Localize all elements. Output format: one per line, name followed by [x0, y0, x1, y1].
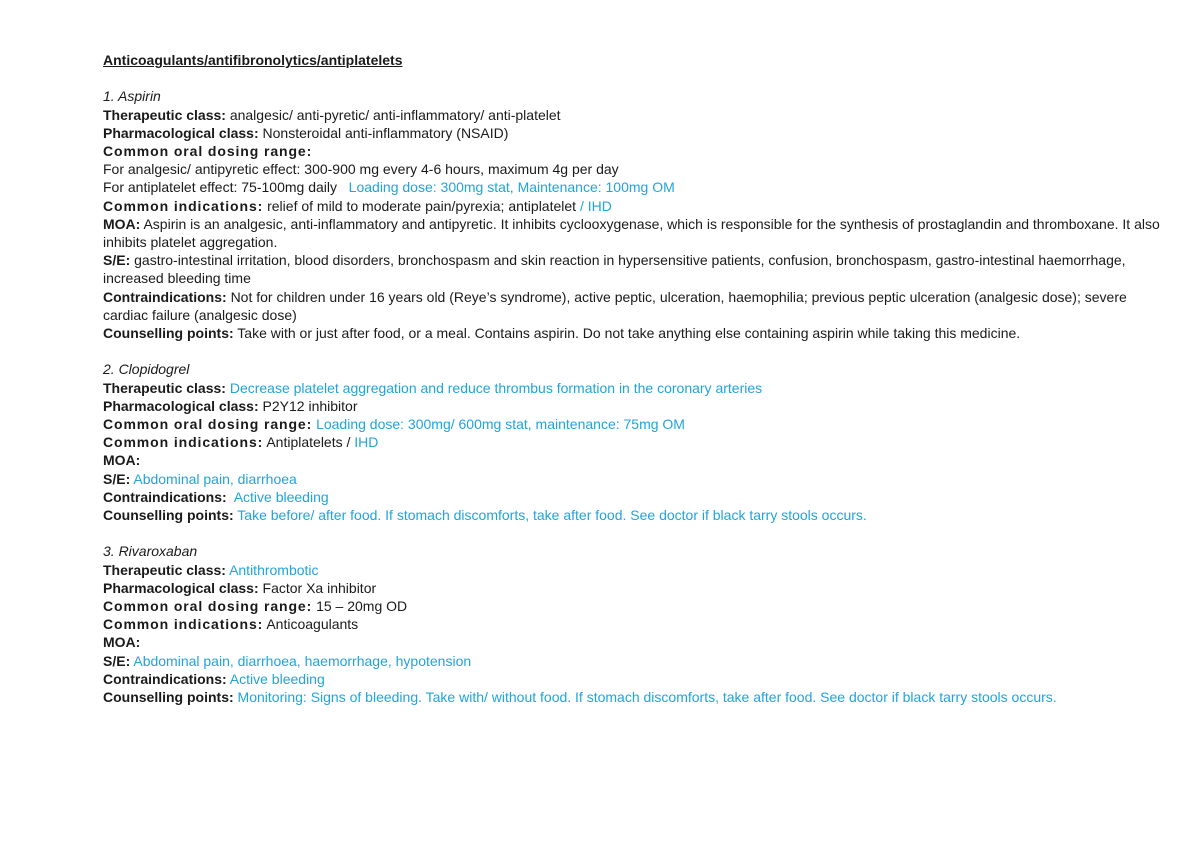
- drug-name: 2. Clopidogrel: [103, 361, 190, 378]
- contraindications-label: Contraindications:: [103, 488, 227, 505]
- dosing-range-value: Loading dose: 300mg/ 600mg stat, maintenance: 75mg OM: [316, 416, 685, 433]
- moa-line: [103, 633, 1163, 651]
- therapeutic-class-label: Therapeutic class:: [103, 379, 226, 396]
- pharmacological-class-line: [103, 397, 1163, 415]
- indications-label: Common indications:: [103, 197, 264, 214]
- contraindications-line: [103, 488, 1163, 506]
- side-effects-label: S/E:: [103, 652, 131, 669]
- moa-label: MOA:: [103, 452, 141, 469]
- moa-value: Aspirin is an analgesic, anti-inflammatory and antipyretic. It inhibits cyclooxygenase, which is responsible for the synthesis of prostaglandin and thromboxane. It also inhibits platelet aggregation.: [103, 215, 1160, 251]
- therapeutic-class-label: Therapeutic class:: [103, 106, 226, 123]
- pharmacological-class-label: Pharmacological class:: [103, 124, 259, 141]
- pharmacological-class-label: Pharmacological class:: [103, 579, 259, 596]
- side-effects-line: [103, 470, 1163, 488]
- pharmacological-class-value: Nonsteroidal anti-inflammatory (NSAID): [262, 124, 509, 141]
- indications-value: Anticoagulants: [266, 616, 359, 633]
- therapeutic-class-label: Therapeutic class:: [103, 561, 226, 578]
- counselling-line: [103, 324, 1163, 342]
- drug-name: 3. Rivaroxaban: [103, 543, 198, 560]
- indications-value: relief of mild to moderate pain/pyrexia; antiplatelet: [267, 197, 577, 214]
- drug-section-aspirin: [103, 87, 1163, 342]
- pharmacological-class-value: Factor Xa inhibitor: [262, 579, 377, 596]
- moa-line: [103, 215, 1163, 251]
- dosing-range-line: [103, 597, 1163, 615]
- dosing-range-label: Common oral dosing range:: [103, 143, 313, 159]
- moa-label: MOA:: [103, 634, 141, 651]
- contraindications-label: Contraindications:: [103, 288, 227, 305]
- dosing-note: Loading dose: 300mg stat, Maintenance: 100mg OM: [348, 179, 675, 196]
- contraindications-label: Contraindications:: [103, 670, 227, 687]
- dosing-range-line: [103, 142, 1163, 160]
- pharmacological-class-line: [103, 124, 1163, 142]
- side-effects-value: Abdominal pain, diarrhoea, haemorrhage, hypotension: [133, 652, 472, 669]
- counselling-value: Take with or just after food, or a meal. Contains aspirin. Do not take anything else containing aspirin while taking this medicine.: [237, 325, 1021, 342]
- therapeutic-class-line: [103, 106, 1163, 124]
- counselling-line: [103, 688, 1163, 706]
- moa-label: MOA:: [103, 215, 141, 232]
- dosing-detail-line: For analgesic/ antipyretic effect: 300-900 mg every 4-6 hours, maximum 4g per day: [103, 161, 619, 178]
- counselling-label: Counselling points:: [103, 325, 234, 342]
- drug-section-rivaroxaban: [103, 542, 1163, 706]
- therapeutic-class-line: [103, 379, 1163, 397]
- moa-line: [103, 451, 1163, 469]
- pharmacological-class-value: P2Y12 inhibitor: [262, 397, 358, 414]
- side-effects-value: Abdominal pain, diarrhoea: [133, 470, 297, 487]
- indications-line: [103, 433, 1163, 451]
- therapeutic-class-line: [103, 561, 1163, 579]
- document-body: [103, 51, 1163, 724]
- counselling-line: [103, 506, 1163, 524]
- indications-line: [103, 615, 1163, 633]
- dosing-range-value: 15 – 20mg OD: [316, 598, 408, 615]
- dosing-range-label: Common oral dosing range:: [103, 598, 313, 615]
- indications-label: Common indications:: [103, 616, 264, 633]
- contraindications-value: Active bleeding: [229, 670, 325, 687]
- side-effects-line: [103, 251, 1163, 287]
- dosing-detail-text: For antiplatelet effect: 75-100mg daily: [103, 179, 337, 196]
- contraindications-value: Not for children under 16 years old (Reye’s syndrome), active peptic, ulceration, haemophilia; previous peptic ulceration (analgesic dose); severe cardiac failure (analgesic dose): [103, 288, 1127, 323]
- dosing-range-line: [103, 415, 1163, 433]
- contraindications-line: [103, 670, 1163, 688]
- pharmacological-class-label: Pharmacological class:: [103, 397, 259, 414]
- counselling-label: Counselling points:: [103, 689, 234, 706]
- side-effects-value: gastro-intestinal irritation, blood disorders, bronchospasm and skin reaction in hypersensitive patients, confusion, bronchospasm, gastro-intestinal haemorrhage, increased bleeding time: [103, 252, 1126, 287]
- dosing-detail-line: [103, 178, 1163, 196]
- side-effects-label: S/E:: [103, 252, 131, 269]
- drug-section-clopidogrel: [103, 360, 1163, 524]
- therapeutic-class-value: Decrease platelet aggregation and reduce thrombus formation in the coronary arteries: [229, 379, 763, 396]
- contraindications-value: Active bleeding: [233, 488, 329, 505]
- contraindications-line: [103, 288, 1163, 324]
- indications-label: Common indications:: [103, 434, 264, 451]
- indications-value: Antiplatelets /: [266, 434, 351, 451]
- counselling-label: Counselling points:: [103, 507, 234, 524]
- therapeutic-class-value: analgesic/ anti-pyretic/ anti-inflammatory/ anti-platelet: [229, 106, 561, 123]
- side-effects-line: [103, 652, 1163, 670]
- side-effects-label: S/E:: [103, 470, 131, 487]
- therapeutic-class-value: Antithrombotic: [229, 561, 319, 578]
- pharmacological-class-line: [103, 579, 1163, 597]
- drug-name: 1. Aspirin: [103, 88, 161, 105]
- indications-line: [103, 197, 1163, 215]
- indications-note: / IHD: [579, 197, 612, 214]
- dosing-range-label: Common oral dosing range:: [103, 416, 313, 433]
- indications-note: IHD: [354, 434, 379, 451]
- counselling-value: Monitoring: Signs of bleeding. Take with/ without food. If stomach discomforts, take after food. See doctor if black tarry stools occurs.: [237, 689, 1057, 706]
- counselling-value: Take before/ after food. If stomach discomforts, take after food. See doctor if black tarry stools occurs.: [237, 507, 867, 524]
- document-title: Anticoagulants/antifibronolytics/antiplatelets: [103, 52, 403, 68]
